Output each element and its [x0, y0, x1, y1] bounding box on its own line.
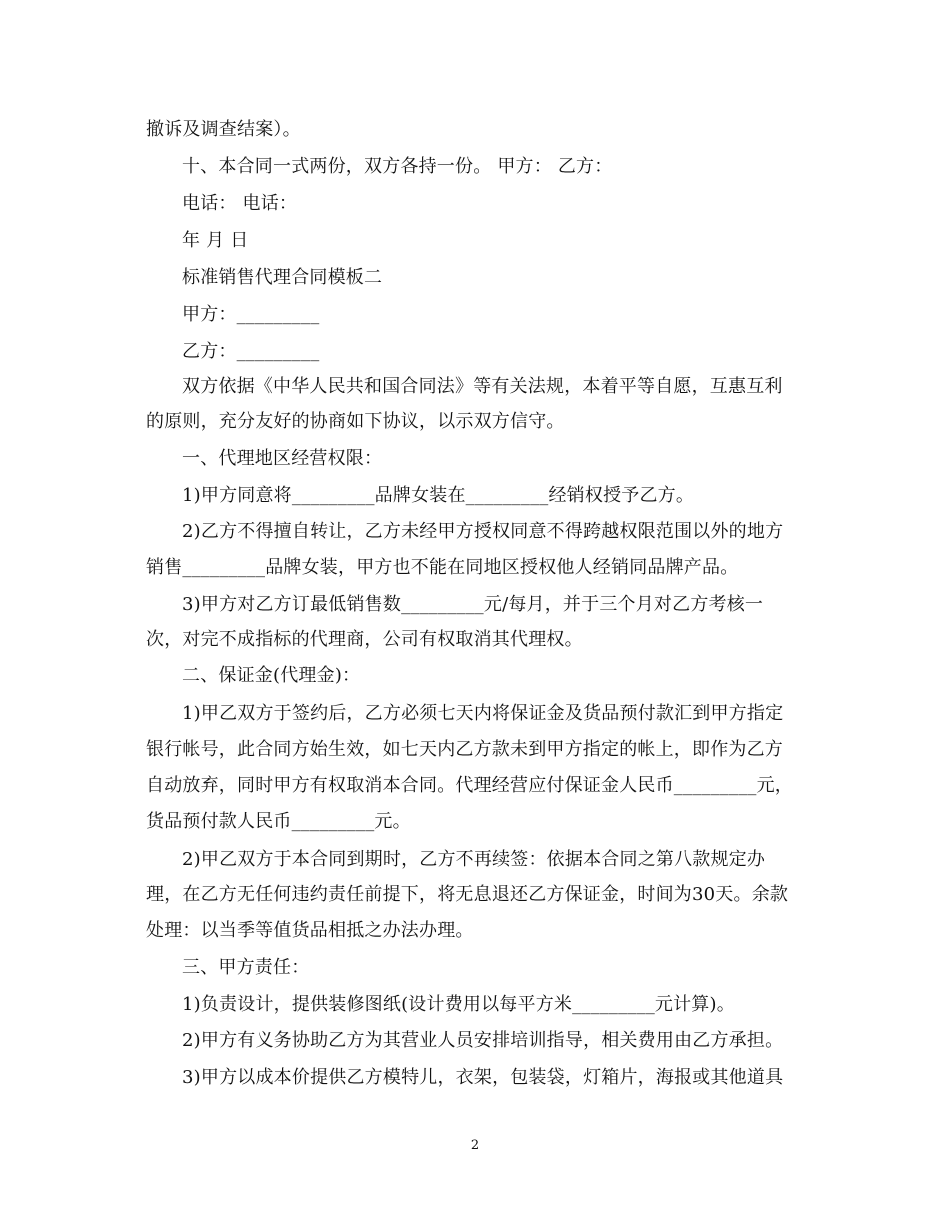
text-line: 处理：以当季等值货品相抵之办法办理。: [146, 920, 474, 941]
text-line: 自动放弃，同时甲方有权取消本合同。代理经营应付保证金人民币_________元，: [146, 775, 793, 796]
text-line: 甲方：_________: [182, 304, 320, 325]
text-line: 双方依据《中华人民共和国合同法》等有关法规，本着平等自愿，互惠互利: [182, 376, 783, 397]
text-line: 2)甲乙双方于本合同到期时，乙方不再续签：依据本合同之第八款规定办: [182, 849, 766, 870]
text-line: 银行帐号，此合同方始生效，如七天内乙方款未到甲方指定的帐上，即作为乙方: [146, 739, 783, 760]
text-line: 1)甲方同意将_________品牌女装在_________经销权授予乙方。: [182, 485, 695, 506]
text-line: 一、代理地区经营权限：: [182, 448, 383, 469]
text-line: 3)甲方以成本价提供乙方模特儿，衣架，包装袋，灯箱片，海报或其他道具: [182, 1067, 784, 1088]
text-line: 2)甲方有义务协助乙方为其营业人员安排培训指导，相关费用由乙方承担。: [182, 1030, 784, 1051]
text-line: 二、保证金(代理金)：: [182, 665, 361, 686]
text-line: 的原则，充分友好的协商如下协议，以示双方信守。: [146, 411, 565, 432]
text-line: 销售_________品牌女装，甲方也不能在同地区授权他人经销同品牌产品。: [146, 557, 739, 578]
text-line: 理，在乙方无任何违约责任前提下，将无息退还乙方保证金，时间为30天。余款: [146, 884, 789, 905]
text-line: 年 月 日: [182, 230, 249, 251]
text-line: 三、甲方责任：: [182, 957, 310, 978]
text-line: 十、本合同一式两份，双方各持一份。 甲方： 乙方：: [182, 156, 613, 177]
text-line: 撤诉及调查结案）。: [146, 119, 301, 140]
text-line: 次，对完不成指标的代理商，公司有权取消其代理权。: [146, 629, 583, 650]
section-title: 标准销售代理合同模板二: [182, 267, 383, 288]
text-line: 电话： 电话：: [182, 193, 298, 214]
text-line: 货品预付款人民币_________元。: [146, 811, 411, 832]
text-line: 1)负责设计，提供装修图纸(设计费用以每平方米_________元计算)。: [182, 994, 735, 1015]
page-number: 2: [470, 1138, 480, 1153]
text-line: 1)甲乙双方于签约后，乙方必须七天内将保证金及货品预付款汇到甲方指定: [182, 703, 784, 724]
text-line: 乙方：_________: [182, 341, 320, 362]
text-line: 3)甲方对乙方订最低销售数_________元/每月，并于三个月对乙方考核一: [182, 594, 764, 615]
text-line: 2)乙方不得擅自转让，乙方未经甲方授权同意不得跨越权限范围以外的地方: [182, 521, 784, 542]
